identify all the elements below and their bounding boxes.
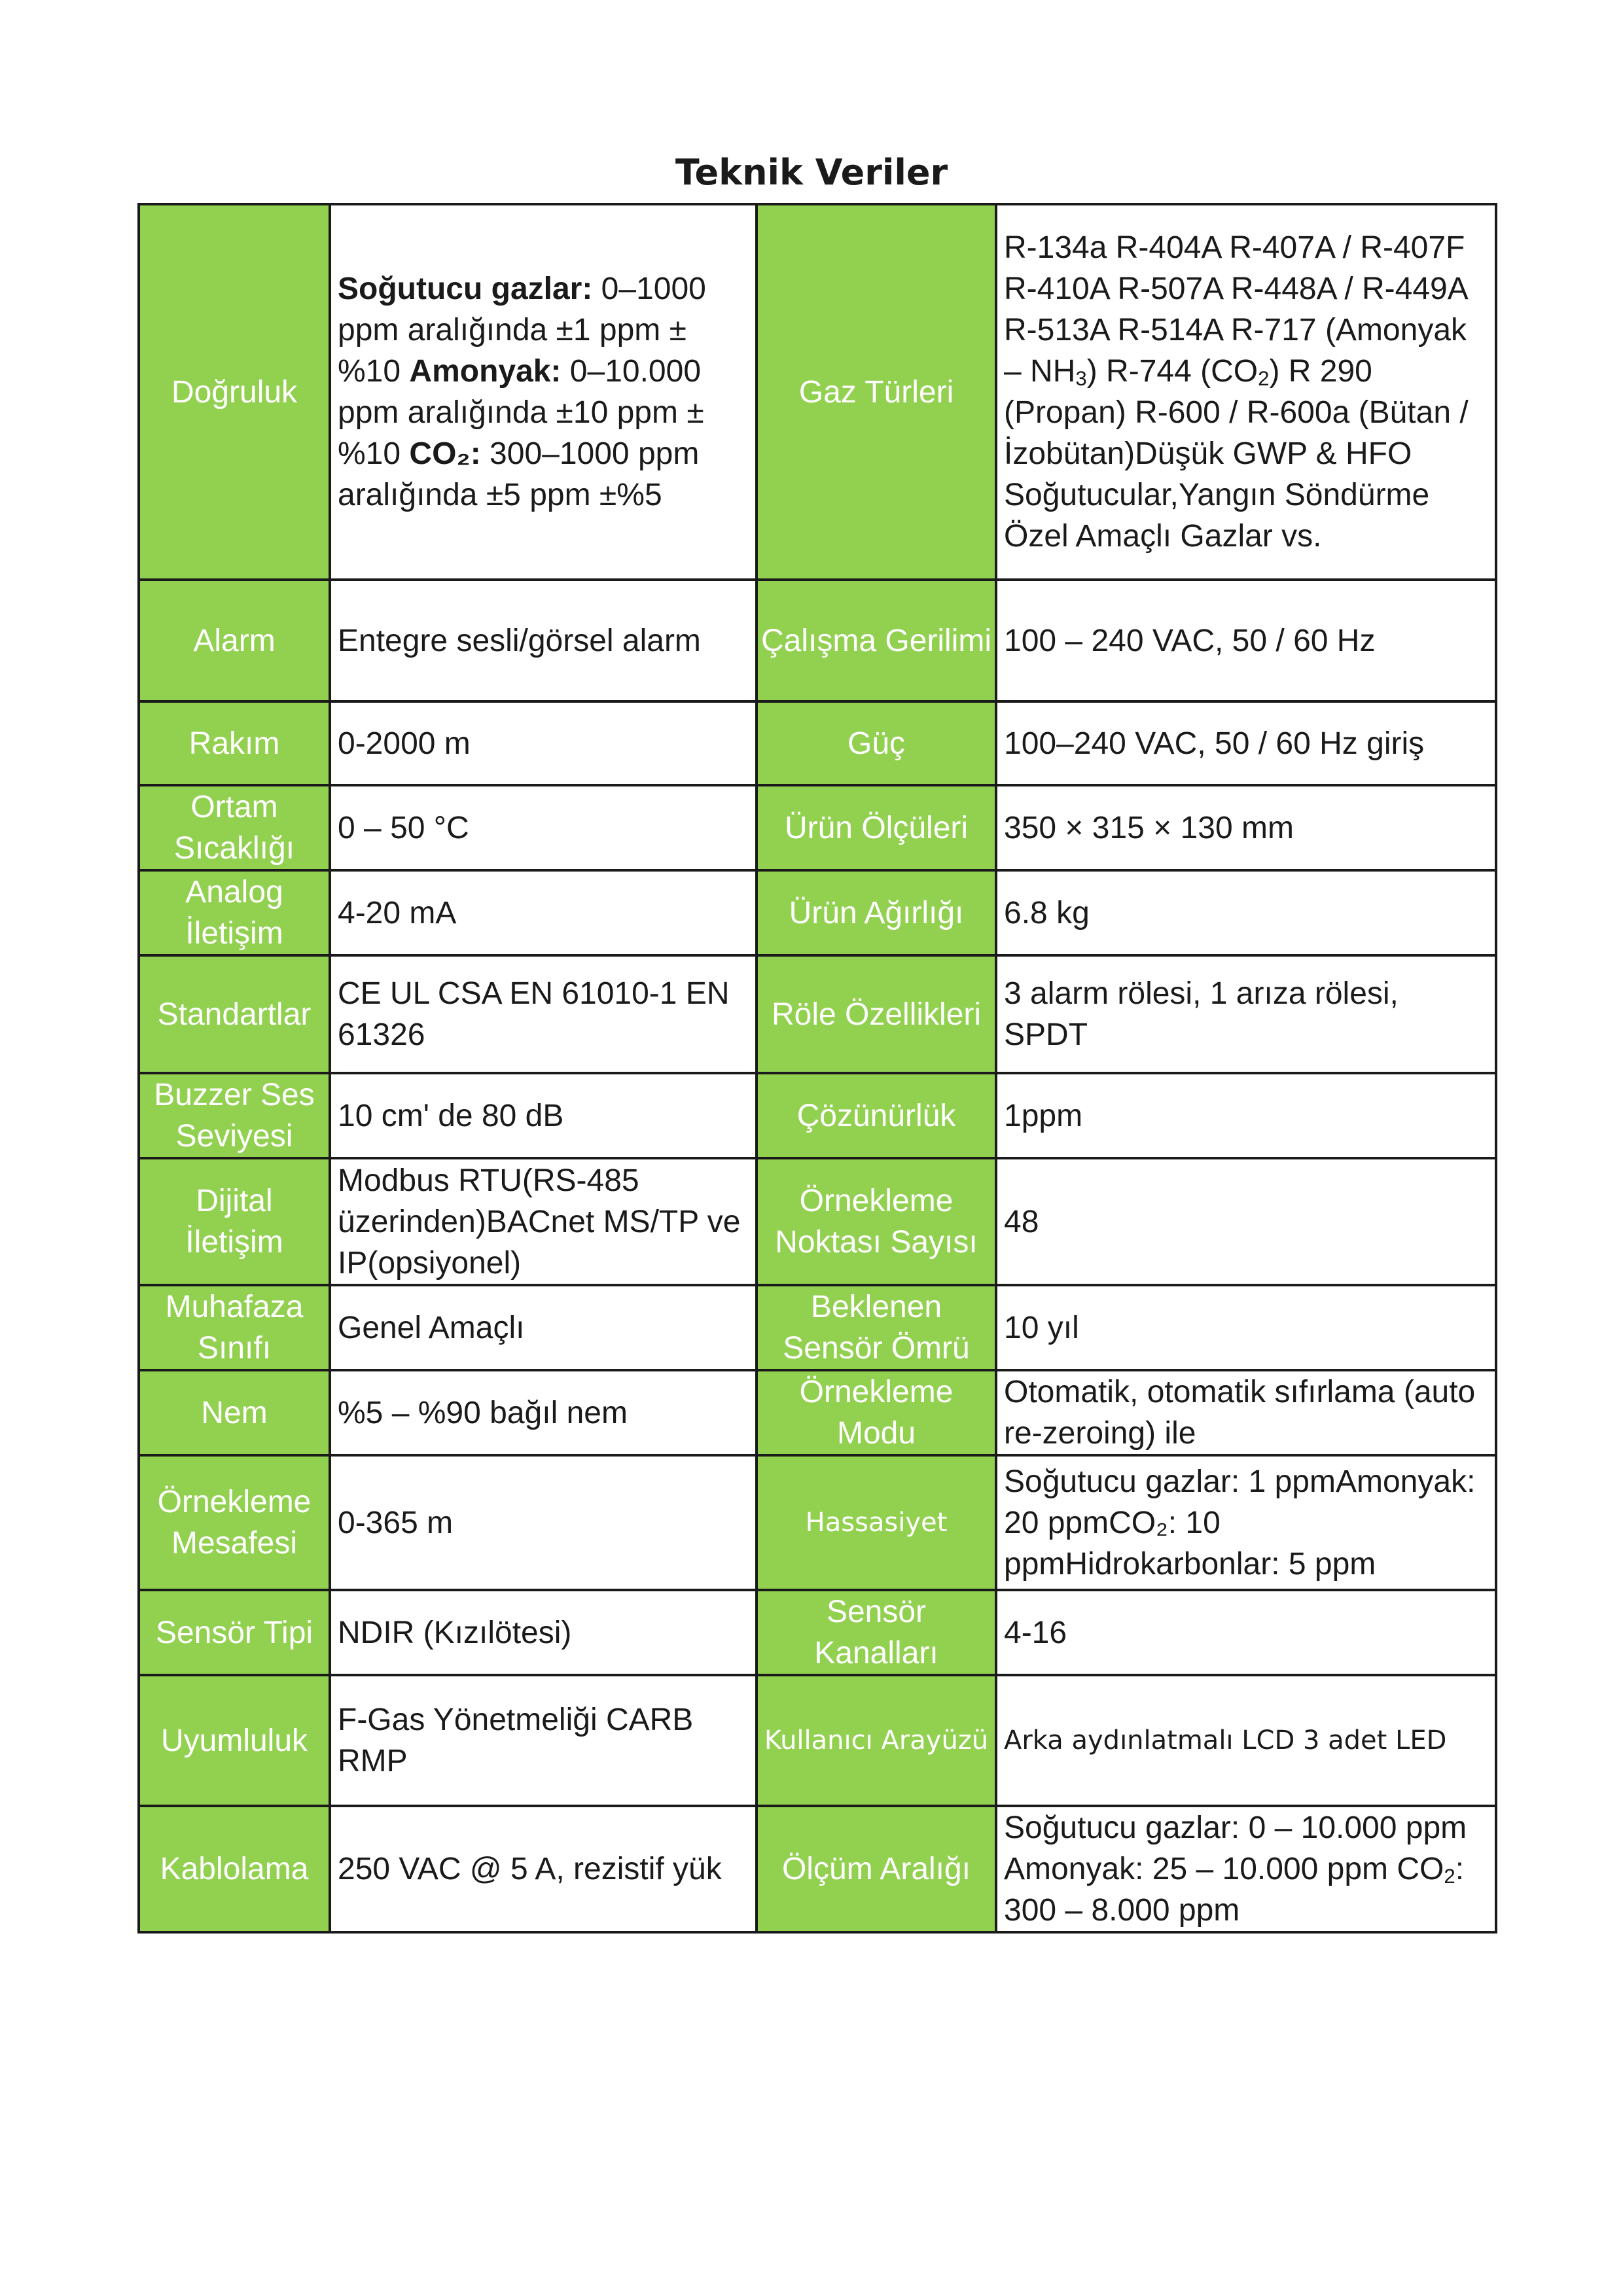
- row-label-left: Doğruluk: [139, 204, 330, 580]
- row-value-left: F-Gas Yönetmeliği CARB RMP: [330, 1675, 757, 1806]
- row-label-right: Çözünürlük: [757, 1073, 996, 1158]
- row-value-right: 10 yıl: [996, 1285, 1496, 1370]
- row-value-left: 4-20 mA: [330, 870, 757, 955]
- table-row: [139, 1158, 1496, 1285]
- row-value-right: Soğutucu gazlar: 0 – 10.000 ppm Amonyak: 25 – 10.000 ppm $CO_2$: 300 – 8.000 ppm: [996, 1806, 1496, 1932]
- row-label-right: Kullanıcı Arayüzü: [757, 1675, 996, 1806]
- table-row: [139, 1675, 1496, 1806]
- row-value-right: 4-16: [996, 1590, 1496, 1675]
- row-label-right: Gaz Türleri: [757, 204, 996, 580]
- row-label-right: Hassasiyet: [757, 1455, 996, 1590]
- row-label-right: Örnekleme Modu: [757, 1370, 996, 1455]
- table-row: [139, 1073, 1496, 1158]
- row-value-right: Soğutucu gazlar: 1 ppmAmonyak: 20 ppmCO₂: 10 ppmHidrokarbonlar: 5 ppm: [996, 1455, 1496, 1590]
- row-label-left: Örnekleme Mesafesi: [139, 1455, 330, 1590]
- row-label-right: Ölçüm Aralığı: [757, 1806, 996, 1932]
- row-value-left: %5 – %90 bağıl nem: [330, 1370, 757, 1455]
- row-label-left: Buzzer Ses Seviyesi: [139, 1073, 330, 1158]
- row-label-right: Ürün Ağırlığı: [757, 870, 996, 955]
- row-value-left: Modbus RTU(RS-485 üzerinden)BACnet MS/TP ve IP(opsiyonel): [330, 1158, 757, 1285]
- row-label-left: Sensör Tipi: [139, 1590, 330, 1675]
- row-value-left: CE UL CSA EN 61010-1 EN 61326: [330, 955, 757, 1073]
- table-row: [139, 1370, 1496, 1455]
- row-label-left: Nem: [139, 1370, 330, 1455]
- row-value-right: 350 × 315 × 130 mm: [996, 785, 1496, 870]
- row-label-right: Çalışma Gerilimi: [757, 580, 996, 701]
- row-value-left: 0-2000 m: [330, 701, 757, 785]
- technical-data-table: [137, 203, 1497, 1934]
- row-label-right: Güç: [757, 701, 996, 785]
- row-label-left: Alarm: [139, 580, 330, 701]
- row-label-left: Kablolama: [139, 1806, 330, 1932]
- table-row: [139, 204, 1496, 580]
- row-value-left: NDIR (Kızılötesi): [330, 1590, 757, 1675]
- row-label-left: Dijital İletişim: [139, 1158, 330, 1285]
- page-title: Teknik Veriler: [675, 152, 948, 193]
- row-label-left: Uyumluluk: [139, 1675, 330, 1806]
- table-row: [139, 955, 1496, 1073]
- row-label-left: Muhafaza Sınıfı: [139, 1285, 330, 1370]
- row-value-left: 0-365 m: [330, 1455, 757, 1590]
- row-value-left: Soğutucu gazlar: 0–1000 ppm aralığında ±1 ppm ±%10 Amonyak: 0–10.000 ppm aralığında ±10 ppm ±%10 CO₂: 300–1000 ppm aralığında ±5 ppm ±%5: [330, 204, 757, 580]
- row-value-left: 0 – 50 °C: [330, 785, 757, 870]
- row-value-right: R-134a R-404A R-407A / R-407F R-410A R-507A R-448A / R-449A R-513A R-514A R-717 (Amonyak – $NH_3$) R-744 $(CO_2)$ R 290 (Propan) R-600 / R-600a (Bütan / İzobütan)Düşük GWP & HFO Soğutucular,Yangın Söndürme Özel Amaçlı Gazlar vs.: [996, 204, 1496, 580]
- row-value-right: Arka aydınlatmalı LCD 3 adet LED: [996, 1675, 1496, 1806]
- row-value-left: 10 cm' de 80 dB: [330, 1073, 757, 1158]
- table-row: [139, 1455, 1496, 1590]
- row-label-right: Sensör Kanalları: [757, 1590, 996, 1675]
- row-label-left: Analog İletişim: [139, 870, 330, 955]
- row-value-right: Otomatik, otomatik sıfırlama (auto re-zeroing) ile: [996, 1370, 1496, 1455]
- row-label-left: Rakım: [139, 701, 330, 785]
- row-value-left: Entegre sesli/görsel alarm: [330, 580, 757, 701]
- row-value-right: 100–240 VAC, 50 / 60 Hz giriş: [996, 701, 1496, 785]
- row-value-right: 100 – 240 VAC, 50 / 60 Hz: [996, 580, 1496, 701]
- table-row: [139, 785, 1496, 870]
- table-row: [139, 1806, 1496, 1932]
- row-value-right: 3 alarm rölesi, 1 arıza rölesi, SPDT: [996, 955, 1496, 1073]
- table-row: [139, 870, 1496, 955]
- row-label-right: Röle Özellikleri: [757, 955, 996, 1073]
- row-label-right: Örnekleme Noktası Sayısı: [757, 1158, 996, 1285]
- row-label-left: Ortam Sıcaklığı: [139, 785, 330, 870]
- row-value-right: 1ppm: [996, 1073, 1496, 1158]
- row-value-left: 250 VAC @ 5 A, rezistif yük: [330, 1806, 757, 1932]
- table-row: [139, 1590, 1496, 1675]
- row-label-left: Standartlar: [139, 955, 330, 1073]
- row-value-right: 6.8 kg: [996, 870, 1496, 955]
- table-row: [139, 1285, 1496, 1370]
- table-row: [139, 580, 1496, 701]
- row-value-left: Genel Amaçlı: [330, 1285, 757, 1370]
- table-row: [139, 701, 1496, 785]
- row-label-right: Ürün Ölçüleri: [757, 785, 996, 870]
- row-value-right: 48: [996, 1158, 1496, 1285]
- row-label-right: Beklenen Sensör Ömrü: [757, 1285, 996, 1370]
